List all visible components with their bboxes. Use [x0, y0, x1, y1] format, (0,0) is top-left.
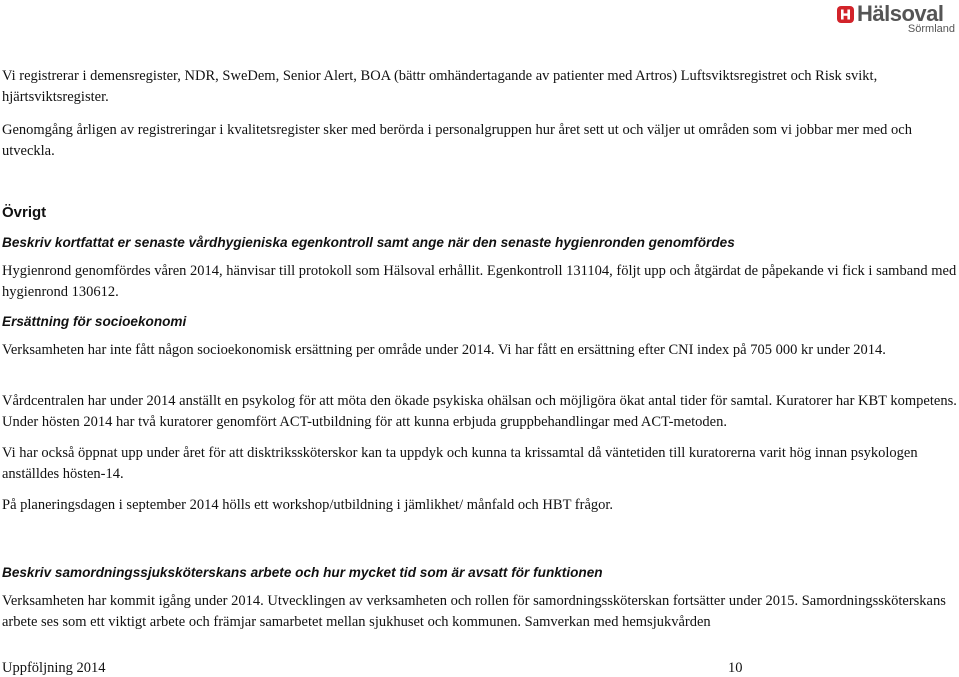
paragraph-workshop: På planeringsdagen i september 2014 hölls ett workshop/utbildning i jämlikhet/ månfald och HBT frågor.	[2, 497, 614, 513]
paragraph-registers: Vi registrerar i demensregister, NDR, SweDem, Senior Alert, BOA (bättr omhändertagande av patienter med Artros) Luftsviktsregistret och Risk svikt, hjärtsviktsregister.	[2, 68, 878, 105]
question-hygiene: Beskriv kortfattat er senaste vårdhygieniska egenkontroll samt ange när den senaste hygienronden genomfördes	[2, 235, 735, 250]
halsoval-mark-icon	[837, 6, 854, 23]
paragraph-socioeconomic: Verksamheten har inte fått någon socioekonomisk ersättning per område under 2014. Vi har fått en ersättning efter CNI index på 705 000 kr under 2014.	[2, 342, 886, 358]
halsoval-logo	[837, 2, 955, 36]
footer-title: Uppföljning 2014	[2, 660, 106, 676]
heading-ovrigt: Övrigt	[2, 204, 47, 221]
heading-socioeconomic: Ersättning för socioekonomi	[2, 314, 187, 329]
paragraph-psychologist: Vårdcentralen har under 2014 anställt en psykolog för att möta den ökade psykiska ohälsan och möjligöra ökat antal tider för samtal. Kuratorer har KBT kompetens. Under hösten 2014 har två kuratorer genomfört ACT-utbildning för att kunna erbjuda gruppbehandlingar med ACT-metoden.	[2, 393, 957, 430]
paragraph-hygiene-round: Hygienrond genomfördes våren 2014, hänvisar till protokoll som Hälsoval erhållit. Egenkontroll 131104, följt upp och åtgärdat de påpekande vi fick i samband med hygienrond 130612.	[2, 263, 957, 300]
paragraph-coordination: Verksamheten har kommit igång under 2014. Utvecklingen av verksamheten och rollen för samordningssköterskan fortsätter under 2015. Samordningssköterskans arbete ses som ett viktigt arbete och främjar samarbetet mellan sjukhuset och kommunen. Samverkan med hemsjukvården	[2, 593, 946, 630]
logo-name: Hälsoval	[857, 1, 944, 26]
paragraph-quality-review: Genomgång årligen av registreringar i kvalitetsregister sker med berörda i personalgruppen hur året sett ut och väljer ut områden som vi jobbar mer med och utveckla.	[2, 122, 912, 159]
question-coordination-nurse: Beskriv samordningssjuksköterskans arbete och hur mycket tid som är avsatt för funktionen	[2, 565, 603, 580]
paragraph-crisis-talks: Vi har också öppnat upp under året för att disktrikssköterskor kan ta uppdyk och kunna ta krissamtal då väntetiden till kuratorerna varit hög innan psykologen anställdes hösten-14.	[2, 445, 918, 482]
page-number: 10	[728, 660, 743, 676]
logo-subtitle: Sörmland	[907, 23, 955, 35]
